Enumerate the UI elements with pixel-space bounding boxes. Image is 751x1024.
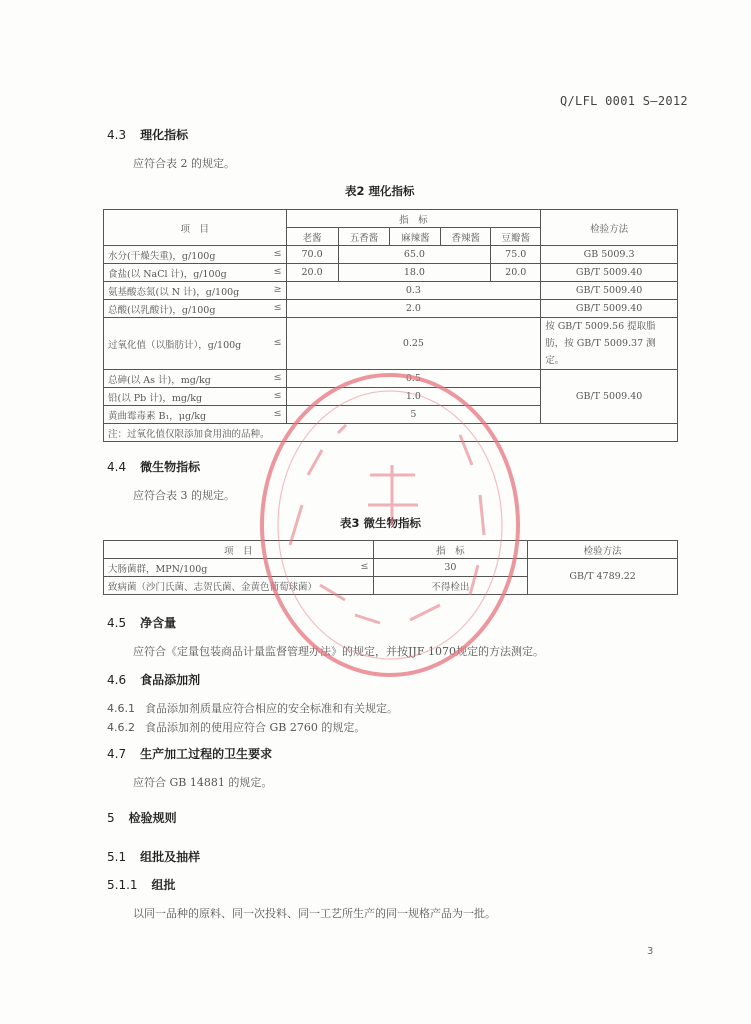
row-item: 氨基酸态氮(以 N 计)，g/100g [108,286,240,298]
row-method: GB 5009.3 [541,246,678,264]
section-4-4-heading: 4.4 微生物指标 [107,460,201,474]
table-row [104,318,678,370]
row-symbol: ≤ [273,371,282,383]
row-method: GB/T 4789.22 [528,559,678,595]
row-symbol: ≤ [273,301,282,313]
section-4-5-text: 应符合《定量包装商品计量监督管理办法》的规定，并按JJF 1070规定的方法测定。 [133,645,544,658]
row-symbol: ≤ [360,560,369,572]
row-value: 65.0 [338,246,491,264]
section-4-3-heading: 4.3 理化指标 [107,128,189,142]
row-symbol: ≤ [273,336,282,348]
table-row [104,370,678,388]
row-item: 食盐(以 NaCl 计)，g/100g [108,268,227,280]
table2-subheader: 麻辣酱 [390,228,441,246]
section-4-5-heading: 4.5 净含量 [107,616,177,630]
table2-subheader: 豆瓣酱 [491,228,541,246]
table2-note: 注：过氧化值仅限添加食用油的品种。 [104,424,678,442]
table2-subheader: 五香酱 [338,228,390,246]
row-symbol: ≥ [273,283,282,295]
table2-caption: 表2 理化指标 [345,184,415,198]
table2-header-method: 检验方法 [541,210,678,246]
table-row [104,559,678,577]
table-row [104,246,678,264]
section-4-6-2: 4.6.2 食品添加剂的使用应符合 GB 2760 的规定。 [107,721,366,734]
row-method: GB/T 5009.40 [541,264,678,282]
section-4-4-text: 应符合表 3 的规定。 [133,489,235,502]
section-4-7-text: 应符合 GB 14881 的规定。 [133,776,273,789]
row-value: 75.0 [491,246,541,264]
table3-header-method: 检验方法 [528,541,678,559]
table-physicochemical [103,209,678,442]
table2-subheader: 老酱 [286,228,338,246]
row-method: GB/T 5009.40 [541,300,678,318]
table-row [104,300,678,318]
row-item: 致病菌（沙门氏菌、志贺氏菌、金黄色葡萄球菌） [104,577,374,595]
table2-subheader: 香辣酱 [441,228,491,246]
row-value: 70.0 [286,246,338,264]
row-symbol: ≤ [273,265,282,277]
table2-header-index: 指 标 [286,210,541,228]
row-method: 按 GB/T 5009.56 提取脂肪，按 GB/T 5009.37 测定。 [541,318,678,370]
row-value: 30 [373,559,528,577]
row-item: 大肠菌群，MPN/100g [108,563,208,575]
row-value: 0.25 [286,318,541,370]
table3-header-index: 指 标 [373,541,528,559]
section-4-3-text: 应符合表 2 的规定。 [133,157,235,170]
row-symbol: ≤ [273,389,282,401]
page-number: 3 [647,946,654,957]
row-symbol: ≤ [273,247,282,259]
row-value: 不得检出 [373,577,528,595]
section-4-6-heading: 4.6 食品添加剂 [107,673,201,687]
row-value: 0.3 [286,282,541,300]
row-item: 水分(干燥失重)，g/100g [108,250,216,262]
row-item: 总砷(以 As 计)，mg/kg [108,374,211,386]
row-method: GB/T 5009.40 [541,282,678,300]
row-value: 0.5 [286,370,541,388]
row-value: 20.0 [491,264,541,282]
table3-header-item: 项 目 [104,541,374,559]
row-value: 18.0 [338,264,491,282]
row-value: 1.0 [286,388,541,406]
table-microbial [103,540,678,595]
row-value: 20.0 [286,264,338,282]
table3-caption: 表3 微生物指标 [340,516,422,530]
row-value: 2.0 [286,300,541,318]
document-code: Q/LFL 0001 S—2012 [560,94,688,108]
section-5-1-1-text: 以同一品种的原料、同一次投料、同一工艺所生产的同一规格产品为一批。 [133,907,496,920]
section-5-heading: 5 检验规则 [107,811,177,825]
table-row [104,264,678,282]
table2-header-item: 项 目 [104,210,287,246]
row-item: 过氧化值（以脂肪计），g/100g [108,339,242,351]
section-5-1-1-heading: 5.1.1 组批 [107,878,176,892]
section-4-7-heading: 4.7 生产加工过程的卫生要求 [107,747,273,761]
row-item: 铅(以 Pb 计)，mg/kg [108,392,203,404]
row-item: 黄曲霉毒素 B₁，μg/kg [108,410,207,422]
section-4-6-1: 4.6.1 食品添加剂质量应符合相应的安全标准和有关规定。 [107,702,398,715]
row-symbol: ≤ [273,407,282,419]
table-row [104,282,678,300]
section-5-1-heading: 5.1 组批及抽样 [107,850,201,864]
row-item: 总酸(以乳酸计)，g/100g [108,304,216,316]
row-value: 5 [286,406,541,424]
row-method-merged: GB/T 5009.40 [541,370,678,424]
